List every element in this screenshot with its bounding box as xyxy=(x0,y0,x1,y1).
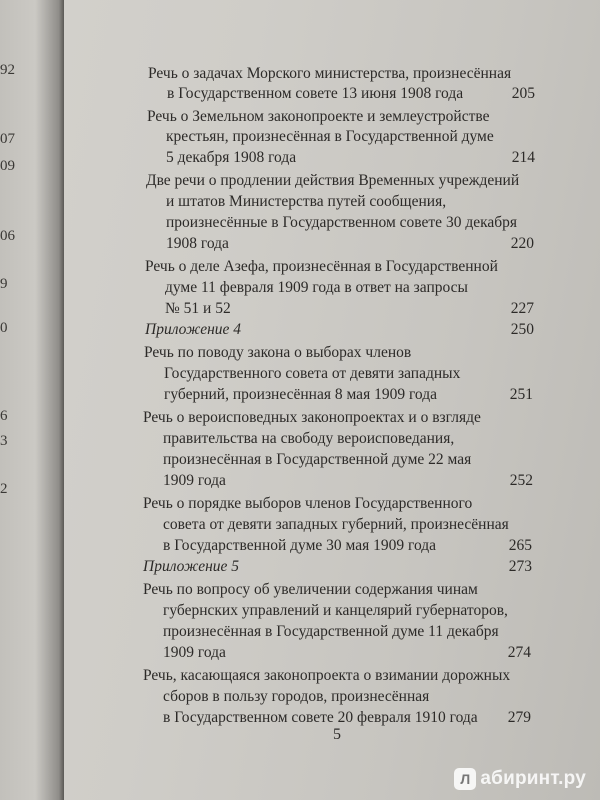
entry-line: 1909 года xyxy=(163,644,226,661)
entry-line: губерний, произнесённая 8 мая 1909 года xyxy=(164,386,437,403)
gutter-number: 6 xyxy=(0,408,8,424)
entry-line: произнесённые в Государственном совете 30 декабря xyxy=(166,214,518,231)
entry-line: Речь о порядке выборов членов Государственного xyxy=(143,495,473,512)
entry-line: Речь по поводу закона о выборах членов xyxy=(144,344,412,361)
page-number: 214 xyxy=(511,149,535,166)
entry-line: Две речи о продлении действия Временных учреждений xyxy=(146,172,520,189)
entry-line: Речь о деле Азефа, произнесённая в Государственной xyxy=(145,258,498,275)
page-number: 265 xyxy=(508,537,532,554)
gutter-number: 2 xyxy=(0,481,8,497)
entry-line: крестьян, произнесённая в Государственной думе xyxy=(166,128,494,145)
entry-line: Государственного совета от девяти западных xyxy=(164,365,461,382)
watermark-text: абиринт.ру xyxy=(480,768,586,789)
entry-line: Речь по вопросу об увеличении содержания чинам xyxy=(143,581,478,598)
appendix-title: Приложение 5 xyxy=(143,558,240,575)
page-number: 205 xyxy=(511,85,535,102)
entry-line: и штатов Министерства путей сообщения, xyxy=(166,193,447,210)
page-number: 227 xyxy=(510,300,534,317)
gutter-number: 06 xyxy=(0,228,15,244)
page-number: 250 xyxy=(510,321,534,338)
entry-line: правительства на свободу вероисповедания, xyxy=(163,430,455,447)
entry-line: думе 11 февраля 1909 года в ответ на запросы xyxy=(165,279,468,296)
entry-line: в Государственном совете 20 февраля 1910 года xyxy=(163,709,478,726)
entry-line: 1909 года xyxy=(163,472,226,489)
entry-line: 1908 года xyxy=(166,235,229,252)
entry-line: произнесённая в Государственной думе 11 декабря xyxy=(163,623,499,640)
page-number: 251 xyxy=(509,386,533,403)
entry-line: в Государственном совете 13 июня 1908 года xyxy=(167,85,464,102)
gutter-number: 9 xyxy=(0,276,8,292)
entry-line: Речь о Земельном законопроекте и землеустройстве xyxy=(147,108,490,125)
labirint-logo-icon: Л xyxy=(454,768,476,790)
page-number: 220 xyxy=(510,235,534,252)
entry-line: Речь, касающаяся законопроекта о взимании дорожных xyxy=(143,667,511,684)
gutter-number: 09 xyxy=(0,158,15,174)
gutter-number: 0 xyxy=(0,320,8,336)
entry-line: губернских управлений и канцелярий губернаторов, xyxy=(163,602,508,619)
entry-line: 5 декабря 1908 года xyxy=(166,149,297,166)
entry-line: Речь о задачах Морского министерства, произнесённая xyxy=(148,65,512,82)
gutter-number: 3 xyxy=(0,433,8,449)
page-number: 273 xyxy=(508,558,532,575)
entry-line: в Государственной думе 30 мая 1909 года xyxy=(163,537,437,554)
entry-line: сборов в пользу городов, произнесённая xyxy=(163,688,430,705)
entry-line: произнесённая в Государственной думе 22 мая xyxy=(163,451,472,468)
entry-line: № 51 и 52 xyxy=(165,300,231,317)
labirint-watermark xyxy=(454,768,586,790)
page-folio: 5 xyxy=(333,726,341,743)
entry-line: совета от девяти западных губерний, произнесённая xyxy=(163,516,509,533)
appendix-title: Приложение 4 xyxy=(145,321,242,338)
gutter-number: 92 xyxy=(0,62,15,78)
gutter-number: 07 xyxy=(0,131,15,147)
entry-line: Речь о вероисповедных законопроектах и о взгляде xyxy=(143,409,481,426)
page-number: 279 xyxy=(507,709,531,726)
page-number: 274 xyxy=(507,644,531,661)
page-number: 252 xyxy=(509,472,533,489)
